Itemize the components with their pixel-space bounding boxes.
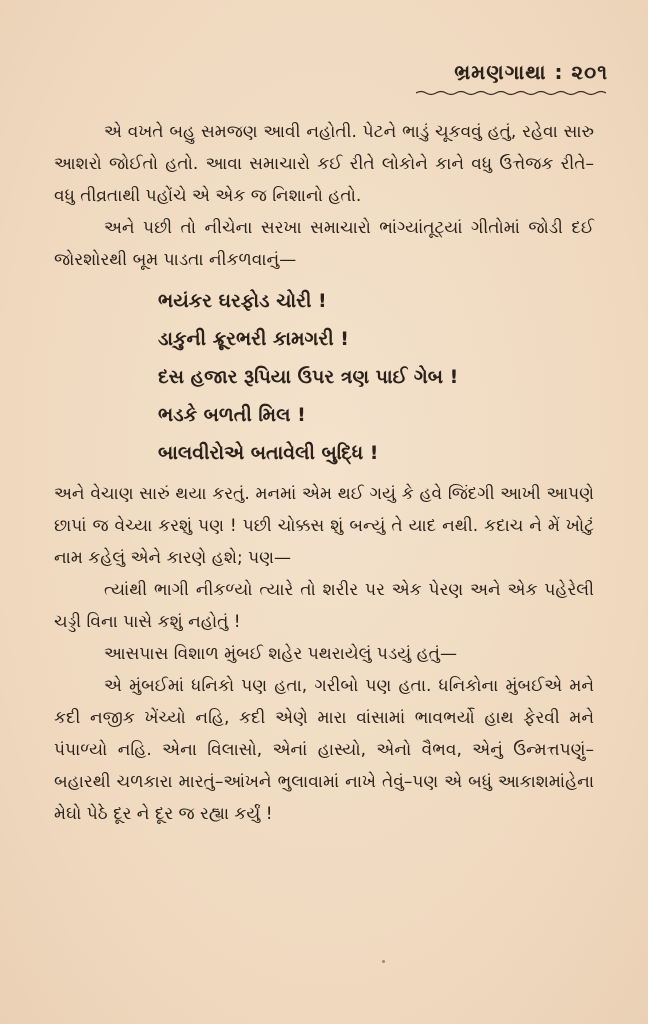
paragraph: અને વેચાણ સારું થયા કરતું. મનમાં એમ થઈ ગયું કે હવે જિંદગી આખી આપણે છાપાં જ વેચ્યા કરશું પણ ! પછી ચોક્કસ શું બન્યું તે યાદ નથી. કદાચ ને મેં ખોટું નામ કહેલું એને કારણે હશે; પણ— <box>54 484 594 568</box>
poem-line: બાલવીરોએ બતાવેલી બુદ્ધિ ! <box>158 442 379 464</box>
poem-line: ડાકુની ક્રૂરભરી કામગરી ! <box>158 328 349 350</box>
poem-line: ભયંકર ઘરફોડ ચોરી ! <box>158 290 327 312</box>
page-speck <box>382 960 385 963</box>
poem-block <box>158 282 594 472</box>
paragraph: અને પછી તો નીચેના સરખા સમાચારો ભાંગ્યાંતૂટ્યાં ગીતોમાં જોડી દઈ જોરશોરથી બૂમ પાડતા નીકળવાનું— <box>54 218 594 270</box>
body-text <box>54 116 594 830</box>
poem-line: દસ હજાર રૂપિયા ઉપર ત્રણ પાઈ ગેબ ! <box>158 366 459 388</box>
page-header: ભ્રમણગાથા : ૨૦૧ <box>454 60 608 84</box>
header-underline <box>416 90 606 96</box>
paragraph: આસપાસ વિશાળ મુંબઈ શહેર પથરાયેલું પડયું હતું— <box>104 644 457 664</box>
paragraph: એ વખતે બહુ સમજણ આવી નહોતી. પેટને ભાડું ચૂકવવું હતું, રહેવા સારુ આશરો જોઈતો હતો. આવા સમાચારો કઈ રીતે લોકોને કાને વધુ ઉત્તેજક રીતે–વધુ તીવ્રતાથી પહોંચે એ એક જ નિશાનો હતો. <box>54 122 594 206</box>
poem-line: ભડકે બળતી મિલ ! <box>158 404 306 426</box>
paragraph: એ મુંબઈમાં ધનિકો પણ હતા, ગરીબો પણ હતા. ધનિકોના મુંબઈએ મને કદી નજીક ખેંચ્યો નહિ, કદી એણે મારા વાંસામાં ભાવભર્યો હાથ ફેરવી મને પંપાળ્યો નહિ. એના વિલાસો, એનાં હાસ્યો, એનો વૈભવ, એનું ઉન્મત્તપણું–બહારથી ચળકારા મારતું–આંખને ભુલાવામાં નાખે તેવું–પણ એ બધું આકાશમાંહેના મેઘો પેઠે દૂર ને દૂર જ રહ્યા કર્યું ! <box>54 676 594 824</box>
paragraph: ત્યાંથી ભાગી નીકળ્યો ત્યારે તો શરીર પર એક પેરણ અને એક પહેરેલી ચડ્ડી વિના પાસે કશું નહોતું ! <box>54 580 594 632</box>
